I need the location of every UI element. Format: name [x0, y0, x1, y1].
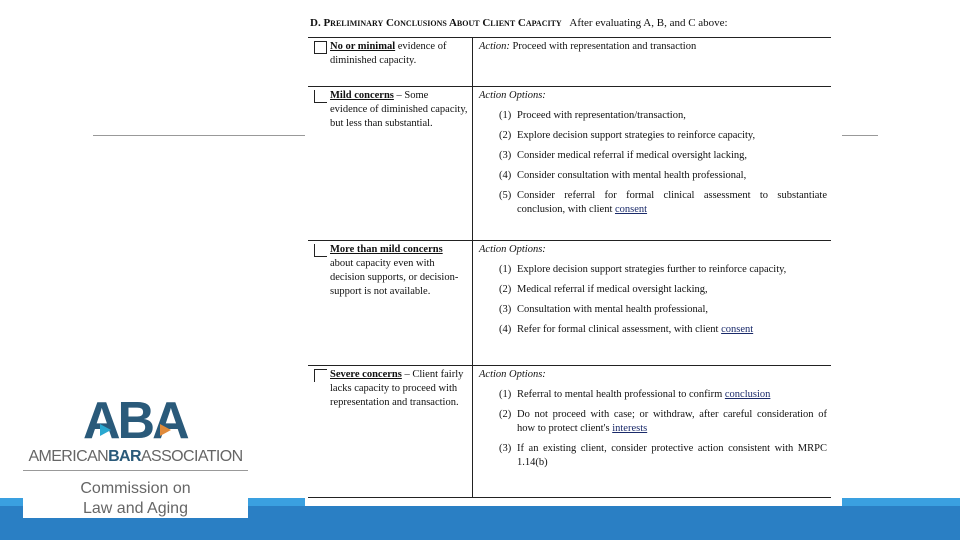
action-cell: Action Options: (1) Proceed with representation/transaction, (2) Explore decision support strategies to reinforce capacity, (3) Consider medical referral if medical oversight lacking, (4) Consider consultation with mental health professional, (5) Consider referral for formal clinical assessment to substantiate conclusion, with client consent [479, 90, 827, 215]
action-option: (4) Consider consultation with mental health professional, [499, 170, 747, 181]
document-image [305, 8, 842, 506]
aba-logo [23, 392, 248, 518]
action-option: (3) Consider medical referral if medical oversight lacking, [499, 150, 748, 161]
table-row [308, 366, 831, 498]
logo-rule [23, 470, 248, 471]
link[interactable]: consent [721, 324, 754, 335]
action-option: (5) Consider referral for formal clinical assessment to substantiate conclusion, with client consent [499, 190, 827, 215]
action-option: (2) Do not proceed with case; or withdraw, after careful consideration of how to protect client's interests [499, 409, 827, 434]
checkbox[interactable] [314, 244, 327, 257]
action-cell: Action Options: (1) Referral to mental health professional to confirm conclusion (2) Do not proceed with case; or withdraw, after careful consideration of how to protect client's interests (3) If an existing client, consider protective action consistent with MRPC 1.14(b) [479, 369, 827, 468]
aba-mark: ABA [83, 392, 187, 450]
checkbox[interactable] [314, 90, 327, 103]
divider-right [842, 135, 878, 136]
concern-cell: More than mild concerns about capacity even with decision supports, or decision-support is not available. [308, 241, 473, 365]
concern-cell: Mild concerns – Some evidence of diminished capacity, but less than substantial. [308, 87, 473, 240]
link[interactable]: interests [612, 423, 648, 434]
concern-cell: Severe concerns – Client fairly lacks capacity to proceed with representation and transaction. [308, 366, 473, 497]
action-option: (3) If an existing client, consider protective action consistent with MRPC 1.14(b) [499, 443, 827, 468]
triangle-icon [100, 424, 111, 436]
checkbox[interactable] [314, 41, 327, 54]
link[interactable]: conclusion [724, 389, 771, 400]
action-option: (1) Explore decision support strategies further to reinforce capacity, [499, 264, 787, 275]
section-heading: D. Preliminary Conclusions About Client Capacity After evaluating A, B, and C above: [310, 17, 728, 29]
conclusions-table [308, 37, 831, 498]
action-option: (1) Proceed with representation/transaction, [499, 110, 686, 121]
action-option: (4) Refer for formal clinical assessment, with client consent [499, 324, 754, 335]
action-cell: Action: Proceed with representation and transaction [479, 41, 697, 52]
divider-left [93, 135, 305, 136]
table-row [308, 87, 831, 241]
action-option: (2) Medical referral if medical oversight lacking, [499, 284, 708, 295]
action-option: (1) Referral to mental health professional to confirm conclusion [499, 389, 771, 400]
link[interactable]: consent [614, 204, 648, 215]
table-row [308, 38, 831, 87]
commission-name: Commission on Law and Aging [80, 480, 191, 517]
concern-cell: No or minimal evidence of diminished capacity. [308, 38, 473, 86]
action-option: (2) Explore decision support strategies to reinforce capacity, [499, 130, 756, 141]
checkbox[interactable] [314, 369, 327, 382]
action-option: (3) Consultation with mental health professional, [499, 304, 709, 315]
triangle-icon [160, 424, 171, 436]
aba-name: AMERICANBARASSOCIATION [28, 448, 243, 465]
action-cell: Action Options: (1) Explore decision support strategies further to reinforce capacity, (2) Medical referral if medical oversight lacking, (3) Consultation with mental health professional, (4) Refer for formal clinical assessment, with client consent [473, 241, 831, 365]
table-row [308, 241, 831, 366]
